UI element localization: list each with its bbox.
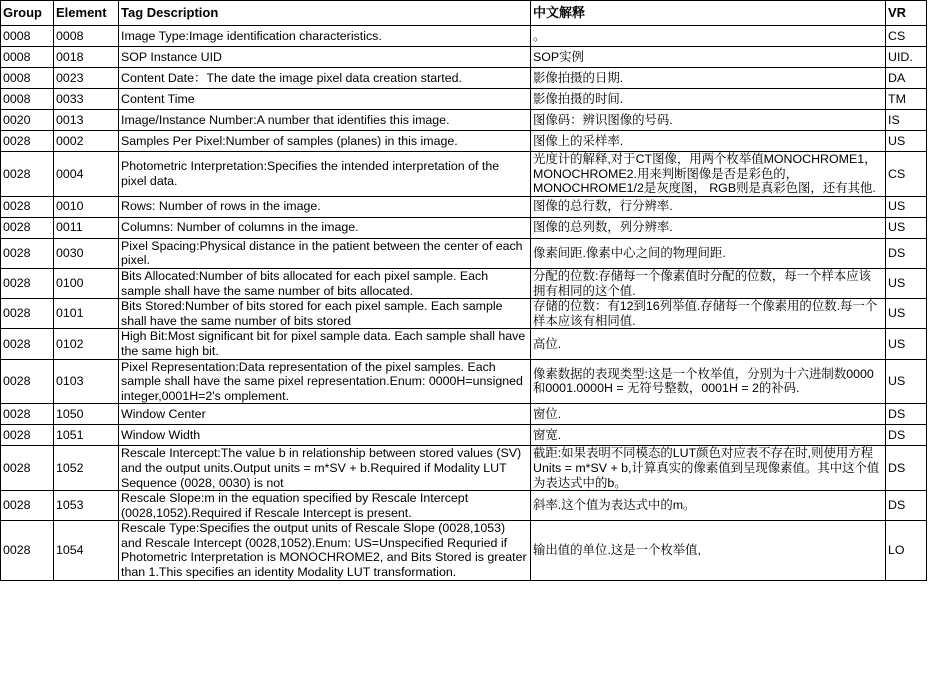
cell-vr: US (886, 359, 927, 404)
cell-tag-description: Bits Allocated:Number of bits allocated for each pixel sample. Each sample shall have the same number of bits allocated. (119, 268, 531, 298)
table-row (1, 68, 927, 89)
cell-element: 1051 (54, 425, 119, 446)
cell-vr: DS (886, 238, 927, 268)
table-row (1, 425, 927, 446)
cell-chinese-explanation: SOP实例 (531, 47, 886, 68)
table-row (1, 268, 927, 298)
cell-vr: DS (886, 446, 927, 491)
cell-group: 0028 (1, 299, 54, 329)
cell-tag-description: Rescale Slope:m in the equation specified by Rescale Intercept (0028,1052).Required if Rescale Intercept is present. (119, 491, 531, 521)
cell-tag-description: Image/Instance Number:A number that identifies this image. (119, 110, 531, 131)
table-header-row (1, 1, 927, 26)
cell-tag-description: SOP Instance UID (119, 47, 531, 68)
cell-group: 0008 (1, 26, 54, 47)
cell-element: 0002 (54, 131, 119, 152)
cell-vr: DA (886, 68, 927, 89)
cell-group: 0028 (1, 359, 54, 404)
cell-vr: US (886, 299, 927, 329)
cell-element: 0101 (54, 299, 119, 329)
cell-element: 0023 (54, 68, 119, 89)
cell-tag-description: Rescale Intercept:The value b in relationship between stored values (SV) and the output units.Output units = m*SV + b.Required if Modality LUT Sequence (0028, 0030) is not (119, 446, 531, 491)
cell-element: 0030 (54, 238, 119, 268)
cell-group: 0028 (1, 238, 54, 268)
cell-chinese-explanation: 图像上的采样率. (531, 131, 886, 152)
table-row (1, 152, 927, 197)
header-group: Group (1, 1, 54, 26)
table-row (1, 299, 927, 329)
cell-vr: IS (886, 110, 927, 131)
cell-vr: DS (886, 491, 927, 521)
cell-group: 0008 (1, 47, 54, 68)
cell-group: 0028 (1, 521, 54, 580)
table-row (1, 238, 927, 268)
cell-tag-description: High Bit:Most significant bit for pixel sample data. Each sample shall have the same high bit. (119, 329, 531, 359)
cell-group: 0028 (1, 404, 54, 425)
cell-tag-description: Image Type:Image identification characteristics. (119, 26, 531, 47)
cell-chinese-explanation: 图像的总列数，列分辨率. (531, 217, 886, 238)
table-row (1, 131, 927, 152)
cell-chinese-explanation: 影像拍摄的日期. (531, 68, 886, 89)
cell-group: 0028 (1, 425, 54, 446)
header-element: Element (54, 1, 119, 26)
table-row (1, 26, 927, 47)
cell-chinese-explanation: 输出值的单位.这是一个枚举值, (531, 521, 886, 580)
cell-element: 0011 (54, 217, 119, 238)
cell-element: 0033 (54, 89, 119, 110)
table-row (1, 446, 927, 491)
cell-tag-description: Window Center (119, 404, 531, 425)
cell-vr: CS (886, 152, 927, 197)
cell-vr: DS (886, 425, 927, 446)
cell-vr: LO (886, 521, 927, 580)
cell-vr: US (886, 217, 927, 238)
cell-vr: UID. (886, 47, 927, 68)
cell-tag-description: Pixel Spacing:Physical distance in the patient between the center of each pixel. (119, 238, 531, 268)
table-row (1, 196, 927, 217)
cell-element: 0103 (54, 359, 119, 404)
cell-tag-description: Rescale Type:Specifies the output units of Rescale Slope (0028,1053) and Rescale Intercept (0028,1052).Enum: US=Unspecified Requried if Photometric Interpretation is MONOCHROME2, and Bits Stored is greater than 1.This specifies an identity Modality LUT transformation. (119, 521, 531, 580)
cell-chinese-explanation: 图像的总行数，行分辨率. (531, 196, 886, 217)
table-row (1, 404, 927, 425)
cell-tag-description: Samples Per Pixel:Number of samples (planes) in this image. (119, 131, 531, 152)
cell-group: 0028 (1, 196, 54, 217)
cell-vr: TM (886, 89, 927, 110)
cell-element: 0004 (54, 152, 119, 197)
cell-vr: US (886, 268, 927, 298)
cell-group: 0028 (1, 491, 54, 521)
cell-element: 1054 (54, 521, 119, 580)
cell-vr: US (886, 196, 927, 217)
table-row (1, 491, 927, 521)
cell-vr: DS (886, 404, 927, 425)
cell-tag-description: Photometric Interpretation:Specifies the intended interpretation of the pixel data. (119, 152, 531, 197)
cell-element: 0010 (54, 196, 119, 217)
cell-tag-description: Window Width (119, 425, 531, 446)
cell-vr: US (886, 329, 927, 359)
cell-chinese-explanation: 窗宽. (531, 425, 886, 446)
cell-chinese-explanation: 存储的位数：有12到16列举值.存储每一个像素用的位数.每一个样本应该有相同值. (531, 299, 886, 329)
cell-chinese-explanation: 影像拍摄的时间. (531, 89, 886, 110)
cell-vr: CS (886, 26, 927, 47)
cell-group: 0028 (1, 329, 54, 359)
cell-chinese-explanation: 像素数据的表现类型:这是一个枚举值，分别为十六进制数0000和0001.0000H = 无符号整数，0001H = 2的补码. (531, 359, 886, 404)
cell-element: 0013 (54, 110, 119, 131)
cell-chinese-explanation: 截距:如果表明不同模态的LUT颜色对应表不存在时,则使用方程Units = m*SV + b,计算真实的像素值到呈现像素值。其中这个值为表达式中的b。 (531, 446, 886, 491)
header-tag-description: Tag Description (119, 1, 531, 26)
cell-chinese-explanation: 窗位. (531, 404, 886, 425)
table-row (1, 89, 927, 110)
cell-group: 0008 (1, 89, 54, 110)
cell-chinese-explanation: 高位. (531, 329, 886, 359)
table-row (1, 217, 927, 238)
table-row (1, 521, 927, 580)
cell-chinese-explanation: 图像码：辨识图像的号码. (531, 110, 886, 131)
cell-chinese-explanation: 光度计的解释,对于CT图像，用两个枚举值MONOCHROME1，MONOCHROME2.用来判断图像是否是彩色的，MONOCHROME1/2是灰度图， RGB则是真彩色图，还有其他. (531, 152, 886, 197)
cell-tag-description: Content Date：The date the image pixel data creation started. (119, 68, 531, 89)
cell-chinese-explanation: 像素间距.像素中心之间的物理间距. (531, 238, 886, 268)
cell-group: 0028 (1, 152, 54, 197)
cell-tag-description: Content Time (119, 89, 531, 110)
cell-element: 1052 (54, 446, 119, 491)
header-chinese-explanation: 中文解释 (531, 1, 886, 26)
table-row (1, 110, 927, 131)
cell-tag-description: Columns: Number of columns in the image. (119, 217, 531, 238)
cell-group: 0028 (1, 446, 54, 491)
cell-tag-description: Bits Stored:Number of bits stored for each pixel sample. Each sample shall have the same number of bits stored (119, 299, 531, 329)
cell-element: 0018 (54, 47, 119, 68)
cell-vr: US (886, 131, 927, 152)
cell-group: 0028 (1, 268, 54, 298)
cell-tag-description: Pixel Representation:Data representation of the pixel samples. Each sample shall have the same pixel representation.Enum: 0000H=unsigned integer,0001H=2's omplement. (119, 359, 531, 404)
cell-element: 1053 (54, 491, 119, 521)
table-row (1, 359, 927, 404)
cell-chinese-explanation: 分配的位数:存储每一个像素值时分配的位数，每一个样本应该拥有相同的这个值. (531, 268, 886, 298)
cell-group: 0020 (1, 110, 54, 131)
cell-element: 0008 (54, 26, 119, 47)
cell-tag-description: Rows: Number of rows in the image. (119, 196, 531, 217)
table-row (1, 47, 927, 68)
header-vr: VR (886, 1, 927, 26)
cell-element: 0102 (54, 329, 119, 359)
cell-group: 0028 (1, 131, 54, 152)
table-body (1, 26, 927, 581)
cell-group: 0008 (1, 68, 54, 89)
cell-element: 1050 (54, 404, 119, 425)
cell-element: 0100 (54, 268, 119, 298)
table-row (1, 329, 927, 359)
cell-chinese-explanation: 斜率.这个值为表达式中的m。 (531, 491, 886, 521)
cell-group: 0028 (1, 217, 54, 238)
cell-chinese-explanation: 。 (531, 26, 886, 47)
